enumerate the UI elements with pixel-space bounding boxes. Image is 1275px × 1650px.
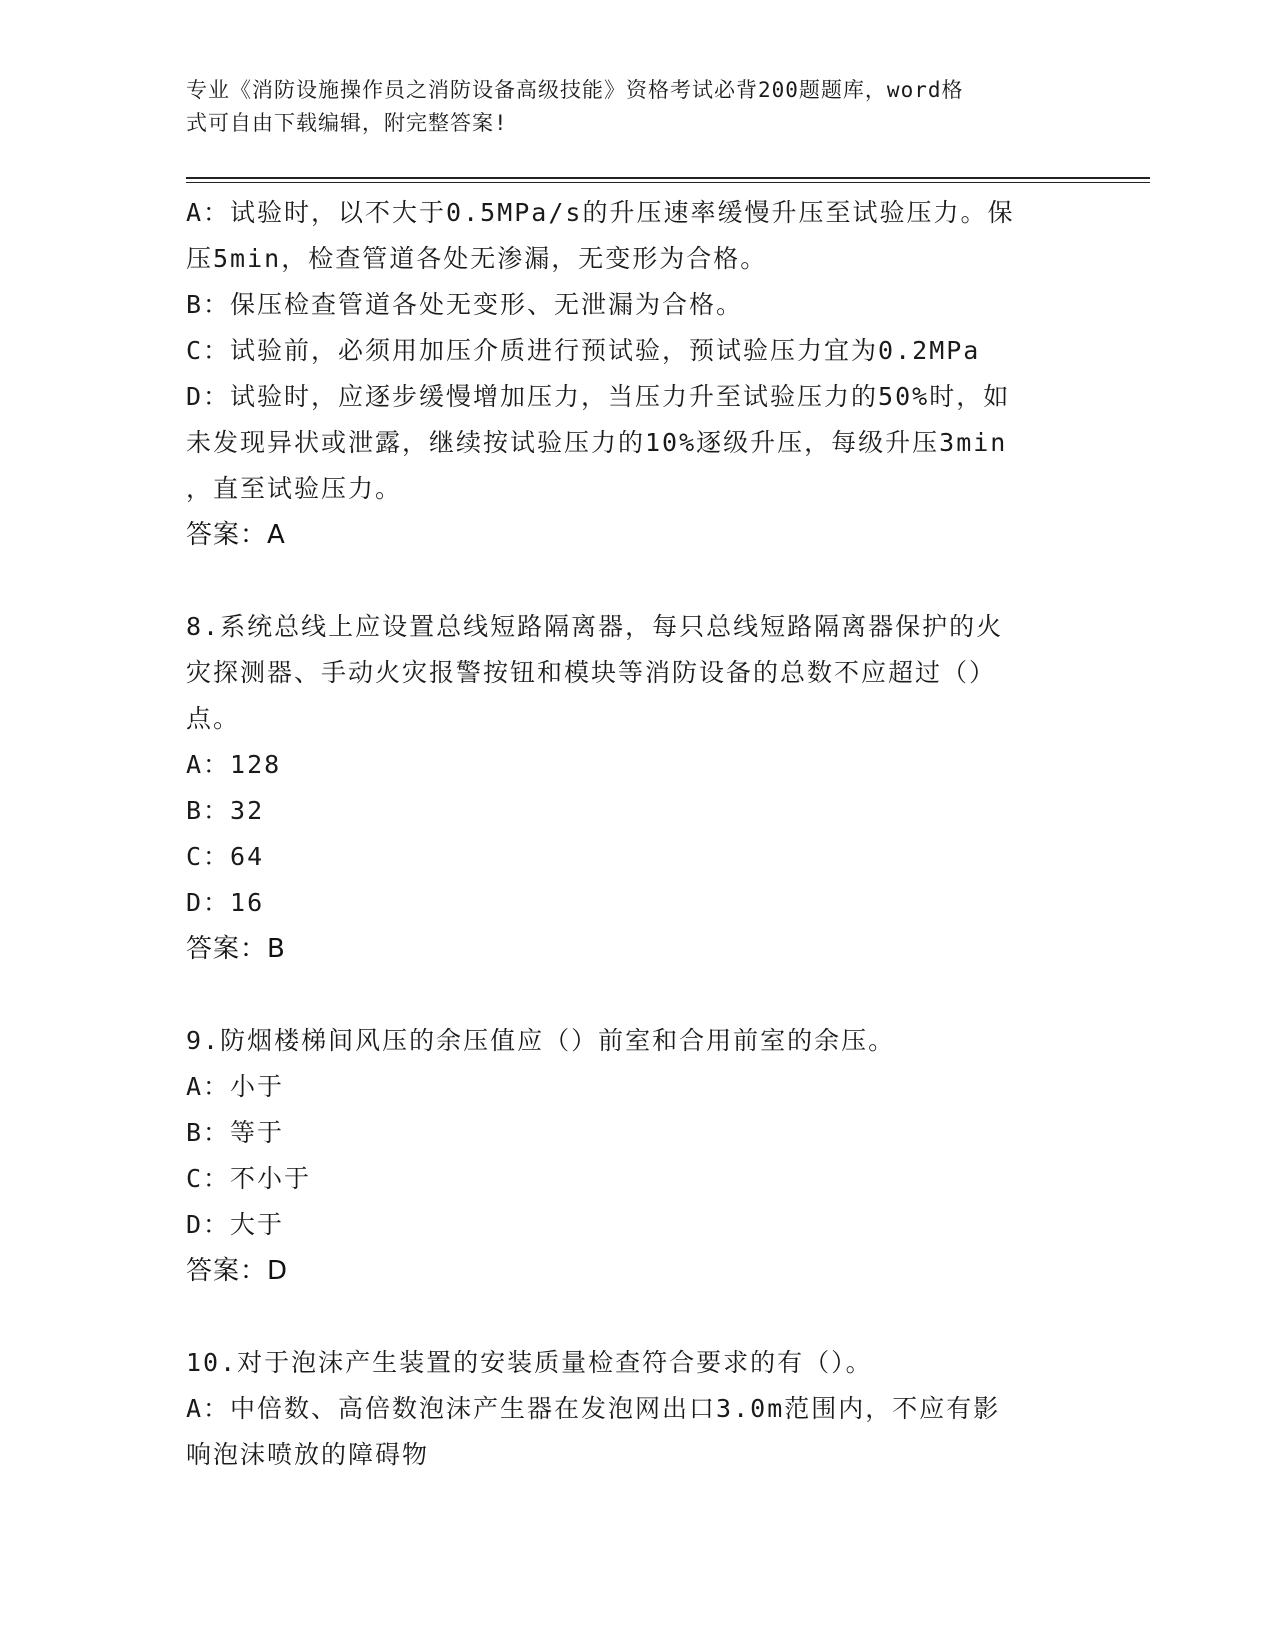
q9-option-c: C：不小于	[186, 1164, 312, 1193]
question-10-block	[186, 1340, 1066, 1478]
q9-option-a: A：小于	[186, 1072, 285, 1101]
q9-question: 9.防烟楼梯间风压的余压值应（）前室和合用前室的余压。	[186, 1026, 896, 1055]
question-9-block	[186, 1018, 1066, 1294]
q9-option-b: B：等于	[186, 1118, 285, 1147]
q7-option-a-line-1: A：试验时，以不大于0.5MPa/s的升压速率缓慢升压至试验压力。保	[186, 198, 1015, 227]
q7-option-d-line-2: 未发现异状或泄露，继续按试验压力的10%逐级升压，每级升压3min	[186, 428, 1008, 457]
question-8-block	[186, 604, 1066, 972]
q7-option-a-line-2: 压5min，检查管道各处无渗漏，无变形为合格。	[186, 244, 768, 273]
header-line-2: 式可自由下载编辑，附完整答案!	[186, 111, 508, 135]
header-line-1: 专业《消防设施操作员之消防设备高级技能》资格考试必背200题题库，word格	[186, 78, 964, 102]
q8-answer: 答案：B	[186, 934, 286, 964]
q9-option-d: D：大于	[186, 1210, 285, 1239]
spacer	[186, 1294, 1066, 1340]
q8-option-d: D：16	[186, 888, 265, 917]
document-header	[186, 74, 1066, 140]
q8-option-b: B：32	[186, 796, 265, 825]
q7-option-d-line-3: ，直至试验压力。	[186, 474, 403, 503]
header-divider-thin	[186, 182, 1150, 183]
spacer	[186, 972, 1066, 1018]
q10-option-a-line-2: 响泡沫喷放的障碍物	[186, 1440, 430, 1469]
q7-option-c: C：试验前，必须用加压介质进行预试验，预试验压力宜为0.2MPa	[186, 336, 981, 365]
question-list	[186, 190, 1066, 1478]
spacer	[186, 558, 1066, 604]
q8-option-a: A：128	[186, 750, 282, 779]
q7-option-d-line-1: D：试验时，应逐步缓慢增加压力，当压力升至试验压力的50%时，如	[186, 382, 1011, 411]
q8-option-c: C：64	[186, 842, 265, 871]
q10-option-a-line-1: A：中倍数、高倍数泡沫产生器在发泡网出口3.0m范围内，不应有影	[186, 1394, 1001, 1423]
header-divider-thick	[186, 177, 1150, 179]
question-7-block	[186, 190, 1066, 558]
q7-answer: 答案：A	[186, 520, 286, 550]
q9-answer: 答案：D	[186, 1256, 289, 1286]
q8-question-line-3: 点。	[186, 704, 241, 733]
q8-question-line-2: 灾探测器、手动火灾报警按钮和模块等消防设备的总数不应超过（）	[186, 658, 997, 687]
q10-question: 10.对于泡沫产生装置的安装质量检查符合要求的有（）。	[186, 1348, 873, 1377]
q7-option-b: B：保压检查管道各处无变形、无泄漏为合格。	[186, 290, 744, 319]
q8-question-line-1: 8.系统总线上应设置总线短路隔离器，每只总线短路隔离器保护的火	[186, 612, 1004, 641]
